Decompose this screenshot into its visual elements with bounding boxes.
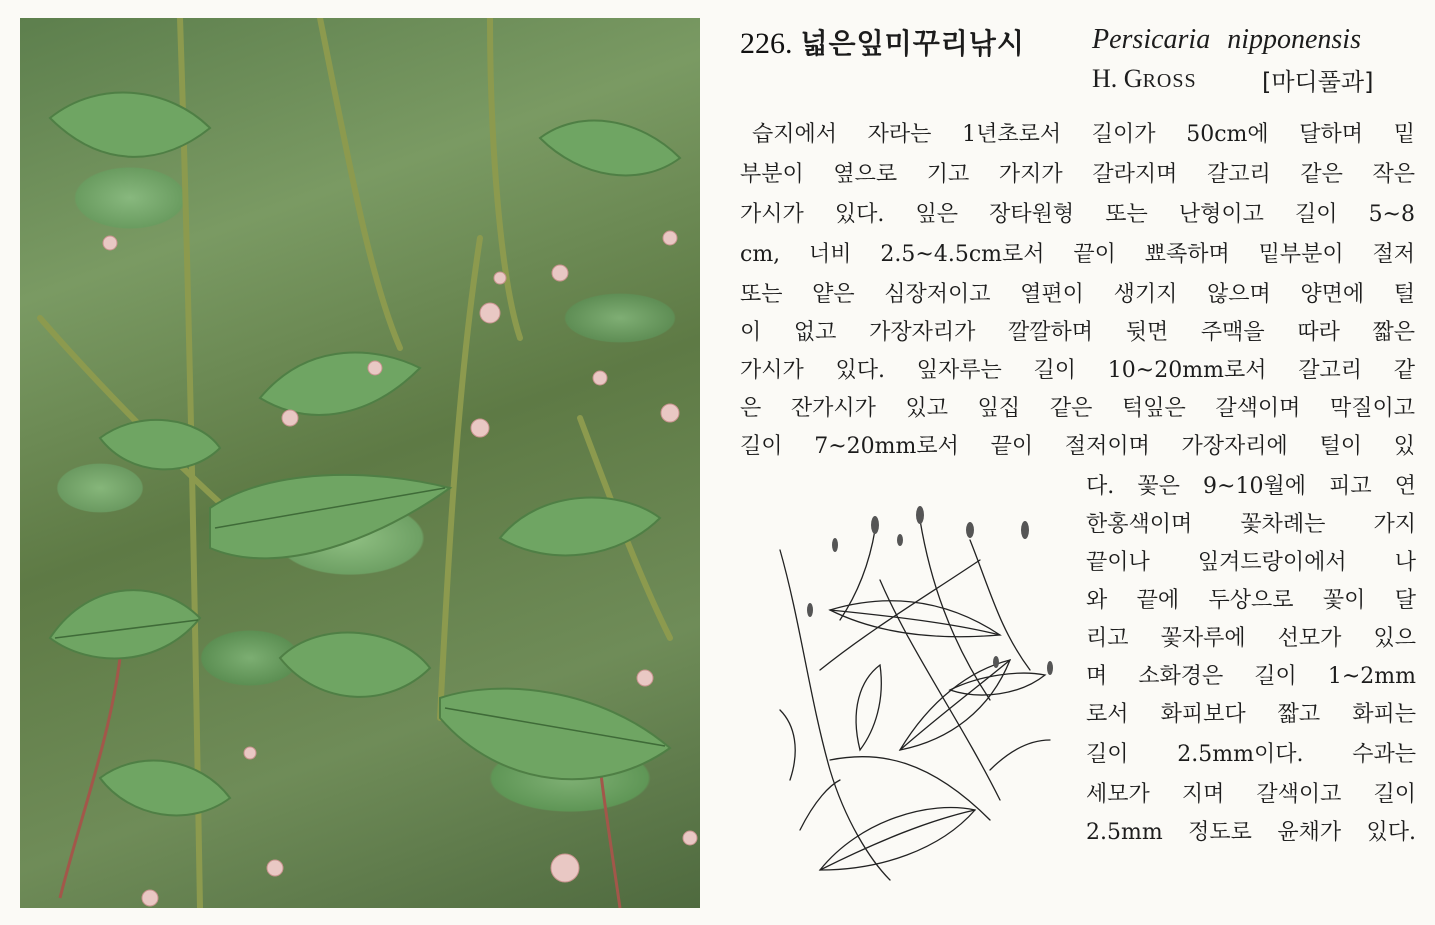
- description-line: 습지에서 자라는 1년초로서 길이가 50cm에 달하며 밑: [752, 122, 1415, 147]
- description-line: 며 소화경은 길이 1~2mm: [1086, 664, 1416, 689]
- korean-name: 넓은잎미꾸리낚시: [800, 27, 1025, 60]
- description-line: 가시가 있다. 잎자루는 길이 10~20mm로서 갈고리 같: [740, 358, 1415, 383]
- description-line: 부분이 옆으로 기고 가지가 갈라지며 갈고리 같은 작은: [740, 162, 1415, 187]
- description-line: 다. 꽃은 9~10월에 피고 연: [1086, 474, 1416, 499]
- line-drawing-art: [760, 500, 1060, 890]
- author-initial: H. G: [1092, 64, 1143, 93]
- plant-photo-art: [20, 18, 700, 908]
- description-line: 또는 얕은 심장저이고 열편이 생기지 않으며 양면에 털: [740, 282, 1415, 307]
- entry-number: 226.: [740, 27, 793, 60]
- title-row: [740, 22, 1025, 62]
- description-line: 은 잔가시가 있고 잎집 같은 턱잎은 갈색이며 막질이고: [740, 396, 1415, 421]
- description-line: 한홍색이며 꽃차례는 가지: [1086, 512, 1416, 537]
- description-line: 로서 화피보다 짧고 화피는: [1086, 702, 1416, 727]
- description-line: 와 끝에 두상으로 꽃이 달: [1086, 588, 1416, 613]
- family-name: [마디풀과]: [1262, 68, 1374, 96]
- description-line: 가시가 있다. 잎은 장타원형 또는 난형이고 길이 5~8: [740, 202, 1415, 227]
- description-line: 길이 2.5mm이다. 수과는: [1086, 742, 1416, 767]
- description-line: 리고 꽃자루에 선모가 있으: [1086, 626, 1416, 651]
- author-rest: ROSS: [1142, 70, 1197, 92]
- description-line: 2.5mm 정도로 윤채가 있다.: [1086, 820, 1416, 845]
- description-line: 길이 7~20mm로서 끝이 절저이며 가장자리에 털이 있: [740, 434, 1415, 459]
- description-line: cm, 너비 2.5~4.5cm로서 끝이 뾰족하며 밑부분이 절저: [740, 242, 1415, 267]
- description-line: 이 없고 가장자리가 깔깔하며 뒷면 주맥을 따라 짧은: [740, 320, 1415, 345]
- plant-photograph: [20, 18, 700, 908]
- scientific-name: Persicaria nipponensis: [1092, 24, 1361, 55]
- botanical-line-drawing: [760, 500, 1060, 890]
- author-name: [1092, 64, 1197, 94]
- description-line: 세모가 지며 갈색이고 길이: [1086, 782, 1416, 807]
- description-line: 끝이나 잎겨드랑이에서 나: [1086, 550, 1416, 575]
- entry-header: [740, 22, 1420, 102]
